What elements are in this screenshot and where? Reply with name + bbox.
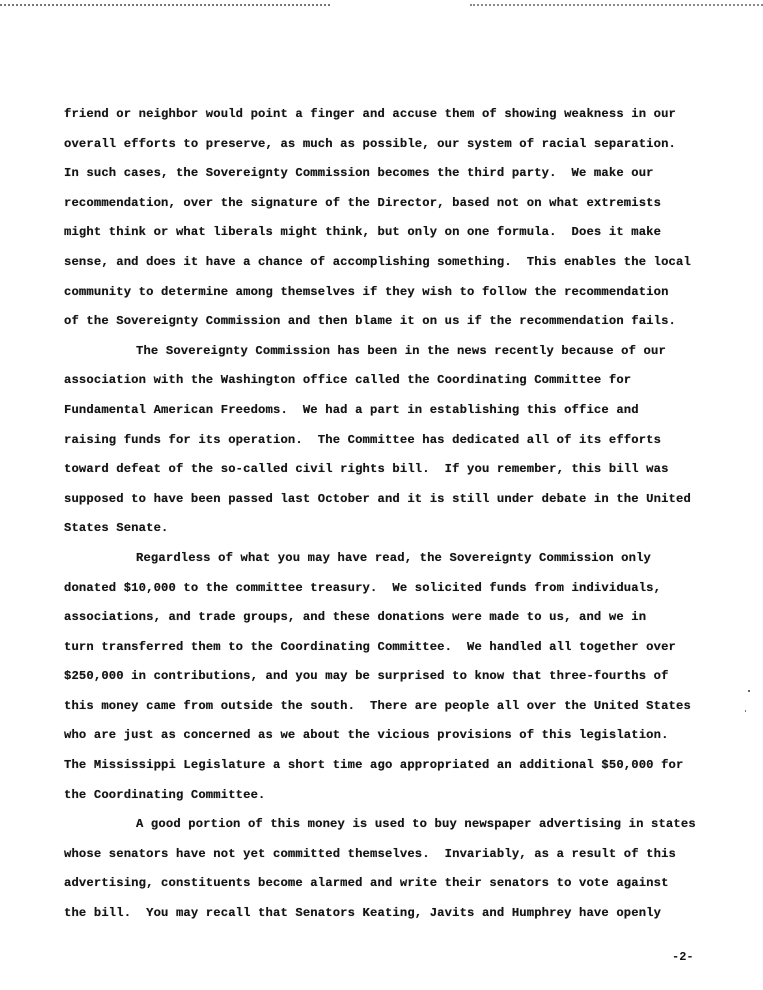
text-line: supposed to have been passed last October and it is still under debate in the United <box>64 491 691 506</box>
text-line: associations, and trade groups, and these donations were made to us, and we in <box>64 610 647 625</box>
text-line: who are just as concerned as we about the vicious provisions of this legislation. <box>64 728 669 743</box>
top-rule-right <box>470 4 763 8</box>
text-line: Fundamental American Freedoms. We had a part in establishing this office and <box>64 402 639 417</box>
text-line: States Senate. <box>64 521 169 536</box>
text-line: The Mississippi Legislature a short time ago appropriated an additional $50,000 for <box>64 758 684 773</box>
paragraph-2 <box>64 337 704 544</box>
text-line: might think or what liberals might think, but only on one formula. Does it make <box>64 225 662 240</box>
text-line: donated $10,000 to the committee treasury. We solicited funds from individuals, <box>64 580 662 595</box>
top-edge-rule <box>0 4 763 8</box>
text-line: raising funds for its operation. The Committee has dedicated all of its efforts <box>64 432 662 447</box>
text-line: overall efforts to preserve, as much as possible, our system of racial separation. <box>64 136 677 151</box>
scan-speck <box>745 710 746 712</box>
text-line: of the Sovereignty Commission and then blame it on us if the recommendation fails. <box>64 314 677 329</box>
text-line: the bill. You may recall that Senators Keating, Javits and Humphrey have openly <box>64 906 662 921</box>
text-line: this money came from outside the south. There are people all over the United States <box>64 698 691 713</box>
text-line: In such cases, the Sovereignty Commission becomes the third party. We make our <box>64 166 654 181</box>
text-line: friend or neighbor would point a finger and accuse them of showing weakness in our <box>64 107 677 121</box>
document-body <box>64 100 704 929</box>
top-rule-left <box>0 4 330 8</box>
text-line: turn transferred them to the Coordinating Committee. We handled all together over <box>64 639 677 654</box>
text-line: sense, and does it have a chance of accomplishing something. This enables the local <box>64 254 691 269</box>
text-line: Regardless of what you may have read, the Sovereignty Commission only <box>136 550 651 565</box>
text-line: whose senators have not yet committed themselves. Invariably, as a result of this <box>64 846 677 861</box>
text-line: The Sovereignty Commission has been in the news recently because of our <box>136 343 666 358</box>
page-number: -2- <box>672 950 694 964</box>
text-line: the Coordinating Committee. <box>64 787 266 802</box>
paragraph-4 <box>64 810 704 928</box>
text-line: A good portion of this money is used to buy newspaper advertising in states <box>136 817 696 832</box>
scan-speck <box>748 690 750 692</box>
text-line: $250,000 in contributions, and you may be surprised to know that three-fourths of <box>64 669 669 684</box>
text-line: toward defeat of the so-called civil rights bill. If you remember, this bill was <box>64 462 669 477</box>
text-line: community to determine among themselves if they wish to follow the recommendation <box>64 284 669 299</box>
text-line: association with the Washington office called the Coordinating Committee for <box>64 373 632 388</box>
text-line: advertising, constituents become alarmed and write their senators to vote against <box>64 876 669 891</box>
paragraph-1 <box>64 100 704 337</box>
text-line: recommendation, over the signature of the Director, based not on what extremists <box>64 195 662 210</box>
paragraph-3 <box>64 544 704 810</box>
